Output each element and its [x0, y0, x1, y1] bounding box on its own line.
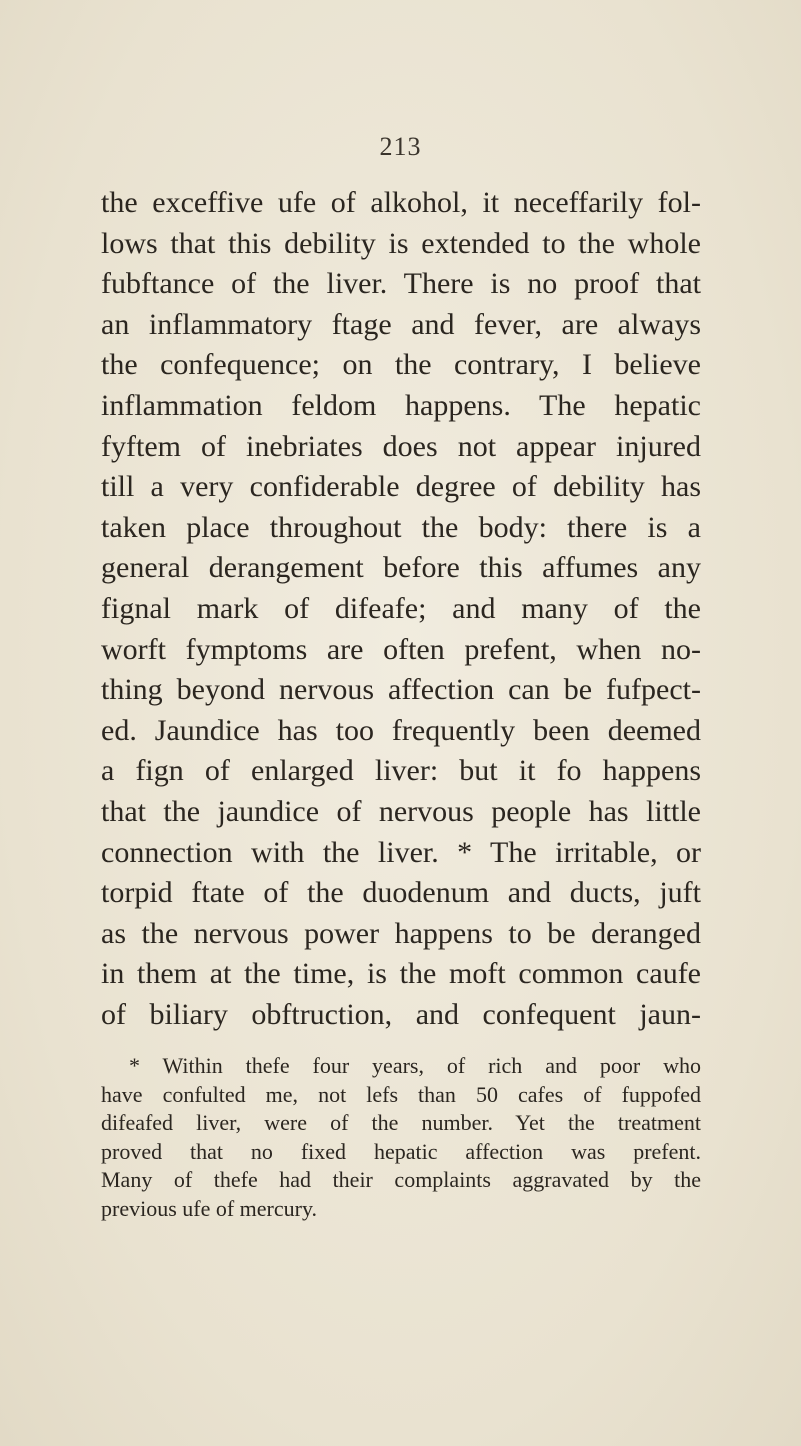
text-line: the exceffive ufe of alkohol, it neceffarily fol- [101, 186, 701, 219]
text-line: torpid ftate of the duodenum and ducts, juft [101, 876, 701, 910]
text-line: inflammation feldom happens. The hepatic [101, 388, 701, 422]
text-line: a fign of enlarged liver: but it fo happens [101, 754, 701, 788]
footnote-line: difeafed liver, were of the number. Yet the treatment [101, 1110, 701, 1136]
text-line: till a very confiderable degree of debility has [101, 470, 701, 504]
text-line: the confequence; on the contrary, I believe [101, 348, 701, 382]
page-number: 213 [379, 132, 422, 161]
text-line: connection with the liver. * The irritable, or [101, 835, 701, 869]
text-line: fignal mark of difeafe; and many of the [101, 591, 701, 625]
text-line: taken place throughout the body: there is a [101, 510, 701, 544]
footnote-line: Many of thefe had their complaints aggravated by the [101, 1167, 701, 1193]
text-line: an inflammatory ftage and fever, are always [101, 307, 701, 341]
footnote-line: have confulted me, not lefs than 50 cafes of fuppofed [101, 1081, 701, 1107]
text-line: that the jaundice of nervous people has little [101, 794, 701, 828]
text-line: ed. Jaundice has too frequently been deemed [101, 713, 701, 747]
text-line: worft fymptoms are often prefent, when no- [101, 632, 701, 666]
text-line: as the nervous power happens to be deranged [101, 916, 701, 950]
text-line: lows that this debility is extended to the whole [101, 226, 701, 260]
text-line: of biliary obftruction, and confequent jaun- [101, 997, 701, 1031]
text-line: in them at the time, is the moft common caufe [101, 957, 701, 991]
text-line: fyftem of inebriates does not appear injured [101, 429, 701, 463]
text-line: thing beyond nervous affection can be fufpect- [101, 673, 701, 707]
footnote-line: * Within thefe four years, of rich and poor who [129, 1053, 701, 1078]
footnote-line: previous ufe of mercury. [101, 1195, 318, 1221]
text-line: general derangement before this affumes any [101, 551, 701, 585]
footnote [101, 1052, 701, 1224]
footnote-line: proved that no fixed hepatic affection was prefent. [101, 1138, 701, 1164]
text-line: fubftance of the liver. There is no proof that [101, 267, 701, 301]
main-text [101, 183, 701, 1035]
